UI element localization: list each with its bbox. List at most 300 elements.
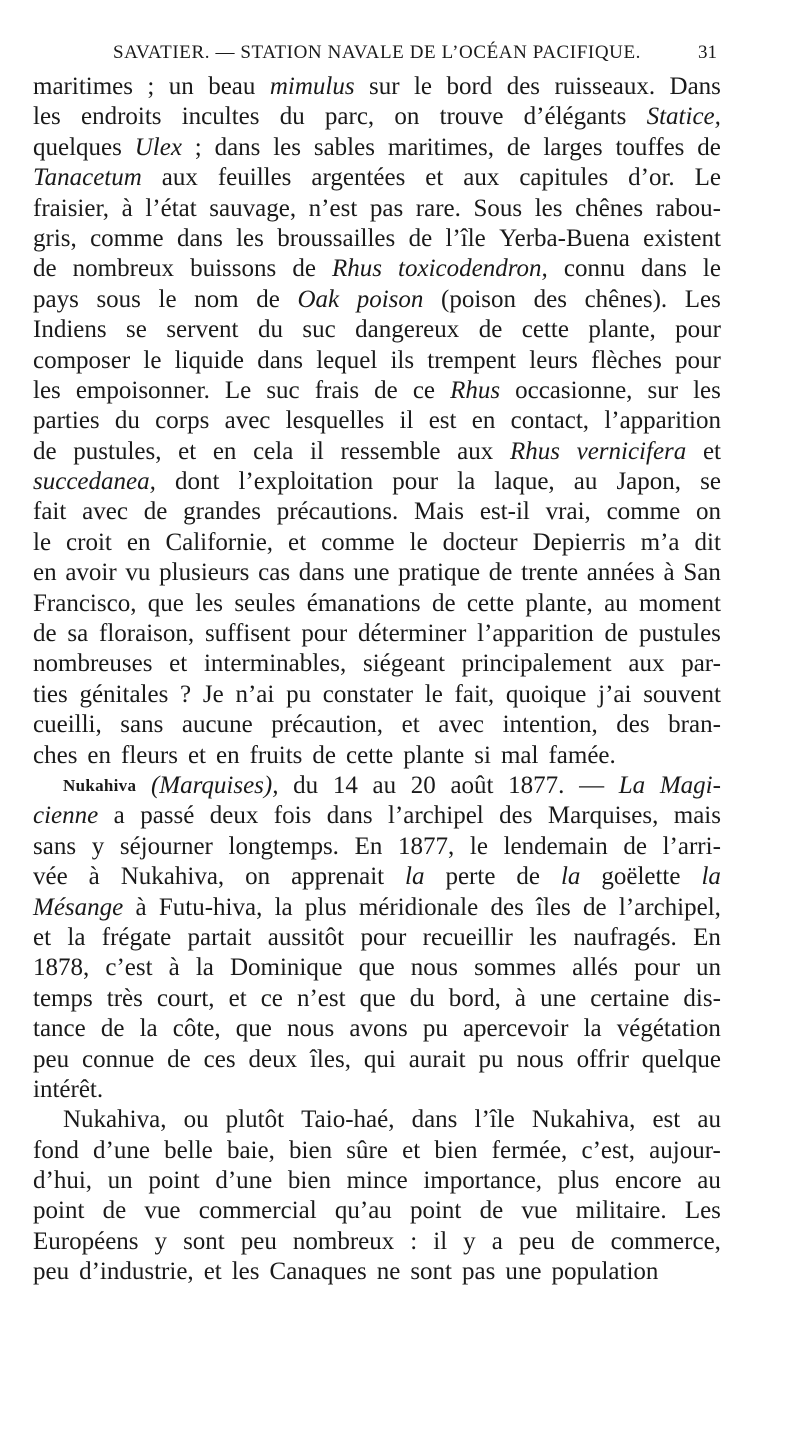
word: commercial: [198, 1197, 317, 1225]
word: cienne: [33, 802, 99, 830]
word: recueillir: [422, 923, 513, 951]
word: Tanacetum: [33, 164, 142, 192]
word: gris,: [33, 224, 77, 252]
word: un: [107, 1167, 133, 1195]
word: de: [374, 376, 398, 404]
word: les: [534, 194, 563, 222]
word: suffisent: [204, 620, 291, 648]
word: le: [424, 680, 443, 708]
word: dans: [641, 255, 687, 283]
word: et: [178, 437, 197, 465]
word: plus: [557, 1167, 600, 1195]
word: suc: [266, 376, 300, 404]
word: aussitôt: [267, 923, 345, 951]
word: dans: [411, 1106, 458, 1134]
word: ils: [390, 346, 415, 374]
word: en: [33, 559, 57, 587]
word: des: [616, 711, 650, 739]
word: larges: [543, 133, 603, 161]
word: Nukahiva: [63, 775, 137, 795]
word: quoique: [505, 680, 587, 708]
word: importance,: [423, 1167, 543, 1195]
word: nombreuses: [33, 650, 153, 678]
word: on: [696, 498, 721, 526]
word: 1877.: [508, 771, 565, 799]
word: plante: [403, 741, 465, 769]
word: août: [450, 771, 494, 799]
word: n’ai: [235, 680, 275, 708]
word: (Marquises),: [150, 771, 279, 799]
word: ches: [33, 741, 78, 769]
word: de: [488, 559, 513, 587]
word: qu’au: [334, 1197, 392, 1225]
word: les: [231, 1258, 260, 1286]
word: poison: [356, 285, 424, 313]
word: dis-: [683, 984, 721, 1012]
word: 14: [332, 771, 358, 799]
word: d’une: [215, 1167, 273, 1195]
word: pas: [462, 1258, 496, 1286]
word: cette: [346, 741, 394, 769]
word: sans: [120, 711, 164, 739]
word: se: [700, 468, 721, 496]
word: succedanea,: [33, 468, 156, 496]
word: de: [256, 285, 280, 313]
word: d’hui,: [33, 1167, 93, 1195]
word: en: [216, 741, 240, 769]
body-text: [33, 72, 721, 1288]
word: du: [409, 984, 435, 1012]
text-line: [33, 1014, 721, 1044]
word: :: [410, 1227, 418, 1255]
word: en: [87, 741, 112, 769]
word: cueilli,: [33, 711, 102, 739]
word: touffes: [615, 133, 685, 161]
word: fait: [33, 498, 67, 526]
word: ;: [147, 73, 155, 100]
word: génitales: [79, 680, 169, 708]
word: pustules: [638, 620, 721, 648]
running-title: SAVATIER. — STATION NAVALE DE L’OCÉAN PACIFIQUE.: [113, 42, 642, 63]
word: 1877,: [398, 832, 455, 860]
word: la: [195, 954, 214, 982]
word: Sous: [473, 194, 523, 222]
word: à: [121, 194, 133, 222]
word: pu: [422, 1015, 448, 1043]
word: Le: [224, 376, 252, 404]
word: court,: [156, 984, 215, 1012]
word: peu: [518, 1227, 555, 1255]
word: ce: [412, 376, 436, 404]
word: constater: [322, 680, 414, 708]
word: fermée,: [491, 1136, 568, 1164]
word: peu: [33, 1045, 70, 1073]
word: Depierris: [532, 528, 626, 556]
word: sommes: [474, 954, 557, 982]
word: aujour-: [649, 1136, 721, 1164]
word: toxicodendron,: [398, 255, 548, 283]
word: l’apparition: [477, 620, 594, 648]
text-line: [33, 72, 721, 102]
word: famée.: [548, 741, 616, 769]
word: de: [431, 589, 456, 617]
word: pays: [33, 285, 79, 313]
word: aurait: [408, 1045, 466, 1073]
word: de: [408, 224, 433, 252]
word: nous: [516, 1045, 564, 1073]
word: que: [147, 589, 184, 617]
word: sa: [67, 620, 89, 648]
word: d’élégants: [523, 103, 627, 131]
word: Japon,: [616, 468, 682, 496]
word: des: [499, 802, 533, 830]
text-line: [33, 437, 721, 467]
word: vernicifera: [576, 437, 687, 465]
paragraph-taio-hae: [33, 1105, 721, 1287]
word: bien: [434, 1136, 478, 1164]
word: lesquelles: [285, 407, 385, 435]
word: une: [353, 559, 390, 587]
text-line: [33, 680, 721, 710]
word: et: [228, 984, 247, 1012]
word: de: [583, 893, 607, 921]
word: bien: [287, 1167, 331, 1195]
word: principalement: [461, 650, 612, 678]
word: quelque: [641, 1045, 721, 1073]
word: de: [516, 863, 540, 891]
word: ou: [183, 1106, 209, 1134]
word: au: [697, 1106, 721, 1134]
word: broussailles: [277, 224, 396, 252]
word: Rhus: [509, 437, 560, 465]
word: deux: [209, 802, 259, 830]
text-line: [33, 923, 721, 953]
text-line: [33, 1045, 721, 1075]
word: sur: [647, 376, 679, 404]
word: est: [428, 407, 457, 435]
word: la: [67, 923, 86, 951]
word: peu: [240, 1227, 277, 1255]
word: fait,: [454, 680, 495, 708]
word: sont: [183, 1227, 225, 1255]
word: siégeant: [363, 650, 445, 678]
word: composer: [33, 346, 131, 374]
word: Les: [684, 285, 721, 313]
word: l’île: [445, 224, 486, 252]
word: argentées: [311, 164, 406, 192]
word: (poison: [441, 285, 517, 313]
word: point: [33, 1197, 85, 1225]
word: de: [570, 1227, 595, 1255]
word: n’est: [308, 194, 358, 222]
word: passé: [140, 802, 195, 830]
word: les: [33, 376, 61, 404]
word: longtemps.: [228, 832, 339, 860]
paragraph-rhus: [33, 72, 721, 771]
word: baie,: [226, 1136, 275, 1164]
text-line: [33, 558, 721, 588]
word: plusieurs: [159, 559, 250, 587]
text-line: [33, 133, 721, 163]
word: y: [463, 1227, 476, 1255]
word: beau: [208, 73, 256, 100]
word: ties: [33, 680, 68, 708]
word: les: [529, 923, 557, 951]
word: chênes: [575, 194, 644, 222]
word: pour: [675, 346, 721, 374]
word: certaine: [590, 984, 670, 1012]
word: avec: [438, 711, 485, 739]
text-line: [33, 1227, 721, 1257]
word: comme: [321, 528, 395, 556]
word: Francisco,: [33, 589, 137, 617]
word: et: [203, 1258, 222, 1286]
text-line: [33, 741, 721, 771]
word: au: [372, 771, 397, 799]
word: perte: [445, 863, 496, 891]
word: suc: [302, 316, 336, 344]
word: un: [696, 954, 721, 982]
word: Dominique: [229, 954, 343, 982]
text-line: [33, 497, 721, 527]
word: de: [33, 620, 57, 648]
text-line: [33, 1136, 721, 1166]
word: les: [693, 376, 721, 404]
word: en: [471, 407, 496, 435]
word: les: [33, 103, 61, 131]
word: d’une: [93, 1136, 150, 1164]
word: le: [158, 285, 177, 313]
word: seules: [234, 589, 296, 617]
word: parc,: [324, 103, 375, 131]
word: souvent: [643, 680, 721, 708]
word: La: [618, 771, 646, 799]
word: Futu-hiva,: [158, 893, 263, 921]
word: Dans: [669, 73, 721, 100]
word: aux: [628, 650, 665, 678]
word: est: [652, 1106, 681, 1134]
word: population: [551, 1258, 659, 1286]
word: pour: [301, 620, 348, 648]
word: partait: [187, 923, 252, 951]
word: lendemain: [503, 832, 608, 860]
word: la: [583, 1015, 602, 1043]
word: mince: [346, 1167, 408, 1195]
word: corps: [155, 407, 210, 435]
word: de: [33, 437, 57, 465]
word: mais: [673, 802, 721, 830]
word: docteur: [442, 528, 518, 556]
word: cela: [253, 437, 294, 465]
word: la: [139, 1015, 158, 1043]
word: précautions.: [276, 498, 399, 526]
word: sous: [96, 285, 141, 313]
word: c’est,: [581, 1136, 635, 1164]
word: de: [623, 832, 647, 860]
word: laque,: [494, 468, 555, 496]
word: se: [126, 316, 147, 344]
word: à: [135, 893, 147, 921]
word: avons: [349, 1015, 408, 1043]
text-line: [33, 163, 721, 193]
word: aux: [463, 164, 500, 192]
word: au: [604, 589, 628, 617]
word: vrai,: [545, 498, 591, 526]
word: occasionne,: [515, 376, 633, 404]
word: et: [33, 923, 52, 951]
word: belle: [164, 1136, 213, 1164]
text-line: [33, 315, 721, 345]
word: pour: [634, 954, 680, 982]
word: une: [540, 984, 577, 1012]
word: lequel: [316, 346, 378, 374]
paragraph-nukahiva-visit: [33, 771, 721, 1105]
word: méridionale: [358, 893, 479, 921]
text-line: [33, 1105, 721, 1135]
word: liquide: [174, 346, 245, 374]
word: déterminer: [358, 620, 467, 648]
word: dans: [298, 559, 345, 587]
word: les: [273, 133, 302, 161]
word: fois: [273, 802, 312, 830]
word: pour: [675, 316, 721, 344]
word: Ulex: [134, 133, 182, 161]
word: en: [212, 437, 237, 465]
word: temps: [33, 984, 93, 1012]
word: des: [533, 285, 567, 313]
text-line: [33, 984, 721, 1014]
word: buissons: [190, 255, 277, 283]
word: dans: [326, 802, 373, 830]
word: plus: [304, 893, 347, 921]
word: nombreux: [72, 255, 175, 283]
word: la: [560, 863, 581, 891]
word: —: [579, 771, 605, 799]
word: on: [245, 863, 271, 891]
word: mimulus: [269, 73, 355, 100]
word: trempent: [427, 346, 517, 374]
word: de: [292, 255, 316, 283]
word: En: [354, 832, 383, 860]
word: plante,: [588, 316, 656, 344]
word: plante,: [525, 589, 593, 617]
word: c’est: [105, 954, 153, 982]
word: qui: [363, 1045, 396, 1073]
word: au: [573, 468, 598, 496]
word: existent: [643, 224, 721, 252]
word: la: [457, 468, 476, 496]
word: il: [433, 1227, 448, 1255]
text-line: [33, 224, 721, 254]
word: nous: [287, 1015, 335, 1043]
word: intérêt.: [33, 1075, 104, 1103]
word: Je: [202, 680, 224, 708]
word: aux: [457, 437, 494, 465]
word: vée: [33, 863, 68, 891]
word: le: [143, 346, 162, 374]
word: fruits: [249, 741, 303, 769]
word: vu: [125, 559, 151, 587]
word: quelques: [33, 133, 122, 161]
word: l’arri-: [662, 832, 721, 860]
word: la: [701, 863, 721, 891]
word: sûre: [346, 1136, 388, 1164]
word: Le: [694, 164, 721, 192]
word: du: [293, 771, 319, 799]
word: bran-: [668, 711, 721, 739]
word: pratique: [398, 559, 481, 587]
text-line: [33, 528, 721, 558]
word: l’état: [145, 194, 197, 222]
word: Oak: [297, 285, 340, 313]
word: chênes).: [584, 285, 668, 313]
word: sur: [368, 73, 400, 100]
book-page: [33, 42, 721, 1288]
word: le: [33, 528, 52, 556]
word: dans: [214, 133, 261, 161]
word: ces: [203, 1045, 236, 1073]
word: à: [663, 559, 675, 587]
word: pas: [369, 194, 404, 222]
word: les: [236, 224, 264, 252]
word: l’exploitation: [238, 468, 374, 496]
word: Mais: [414, 498, 465, 526]
word: bord: [446, 73, 493, 100]
word: le: [413, 73, 433, 100]
word: flèches: [591, 346, 662, 374]
word: du: [257, 316, 283, 344]
word: Yerba-Buena: [499, 224, 630, 252]
word: Nukahiva,: [63, 1106, 167, 1134]
text-line: [33, 194, 721, 224]
word: à: [168, 954, 180, 982]
word: San: [683, 559, 721, 587]
word: trente: [521, 559, 579, 587]
word: bord,: [448, 984, 501, 1012]
word: dangereux: [355, 316, 460, 344]
word: 20: [410, 771, 436, 799]
word: l’archipel,: [618, 893, 721, 921]
word: une: [505, 1258, 542, 1286]
word: nous: [410, 954, 459, 982]
text-line: [33, 254, 721, 284]
word: ;: [194, 133, 202, 161]
word: on: [394, 103, 420, 131]
word: émanations: [306, 589, 421, 617]
text-line: [33, 285, 721, 315]
word: allés: [572, 954, 618, 982]
text-line: [33, 376, 721, 406]
word: interminables,: [203, 650, 347, 678]
word: pustules,: [73, 437, 162, 465]
word: aux: [161, 164, 198, 192]
word: sables: [313, 133, 375, 161]
word: la: [274, 893, 293, 921]
word: maritimes: [33, 73, 133, 100]
word: connu: [563, 255, 625, 283]
word: militaire.: [575, 1197, 667, 1225]
word: vue: [521, 1197, 558, 1225]
text-line: [33, 589, 721, 619]
word: naufragés.: [573, 923, 677, 951]
word: Européens: [33, 1227, 139, 1255]
word: et: [169, 650, 188, 678]
word: capitules: [519, 164, 609, 192]
word: des: [506, 73, 541, 100]
text-line: [33, 102, 721, 132]
word: Nukahiva,: [531, 1106, 636, 1134]
word: si: [474, 741, 491, 769]
